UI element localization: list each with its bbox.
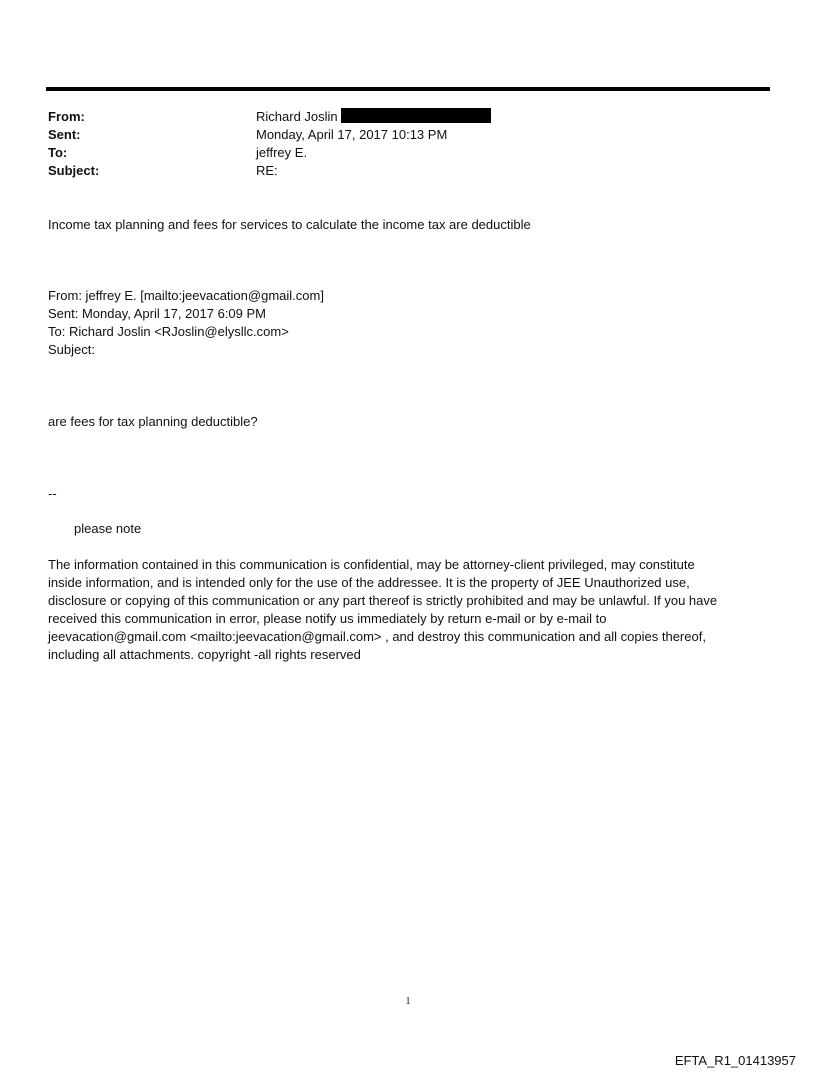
- header-rule: [46, 87, 770, 91]
- disclaimer-line: including all attachments. copyright -all rights reserved: [48, 647, 361, 662]
- reply-body: Income tax planning and fees for services to calculate the income tax are deductible: [48, 217, 531, 232]
- redaction-block: [341, 108, 491, 123]
- page-number: 1: [405, 996, 411, 1007]
- bates-number: EFTA_R1_01413957: [674, 1053, 796, 1068]
- sent-value: Monday, April 17, 2017 10:13 PM: [256, 127, 448, 142]
- subject-value: RE:: [256, 163, 278, 178]
- disclaimer-paragraph: [48, 556, 768, 664]
- header-from-row: [48, 108, 768, 126]
- header-subject-row: [48, 162, 768, 180]
- to-label: To:: [48, 145, 68, 160]
- from-label: From:: [48, 109, 85, 124]
- header-sent-row: [48, 126, 768, 144]
- quoted-body: are fees for tax planning deductible?: [48, 414, 258, 429]
- quoted-sent-line: Sent: Monday, April 17, 2017 6:09 PM: [48, 306, 267, 321]
- sent-label: Sent:: [48, 127, 81, 142]
- disclaimer-line: jeevacation@gmail.com <mailto:jeevacation@gmail.com> , and destroy this communication and all copies thereof,: [48, 629, 706, 644]
- disclaimer-line: The information contained in this communication is confidential, may be attorney-client privileged, may constitute: [48, 557, 695, 572]
- disclaimer-line: received this communication in error, please notify us immediately by return e-mail or by e-mail to: [48, 611, 607, 626]
- quoted-to-line: To: Richard Joslin <RJoslin@elysllc.com>: [48, 324, 289, 339]
- header-to-row: [48, 144, 768, 162]
- quoted-subject-line: Subject:: [48, 342, 95, 357]
- signature-separator: --: [48, 486, 57, 501]
- subject-label: Subject:: [48, 163, 100, 178]
- to-value: jeffrey E.: [256, 145, 308, 160]
- disclaimer-line: inside information, and is intended only for the use of the addressee. It is the property of JEE Unauthorized use,: [48, 575, 690, 590]
- disclaimer-line: disclosure or copying of this communication or any part thereof is strictly prohibited and may be unlawful. If you have: [48, 593, 718, 608]
- sender-name: Richard Joslin: [256, 109, 338, 124]
- quoted-from-line: From: jeffrey E. [mailto:jeevacation@gmail.com]: [48, 288, 324, 303]
- from-value: [256, 108, 491, 126]
- signature-note: please note: [74, 521, 142, 536]
